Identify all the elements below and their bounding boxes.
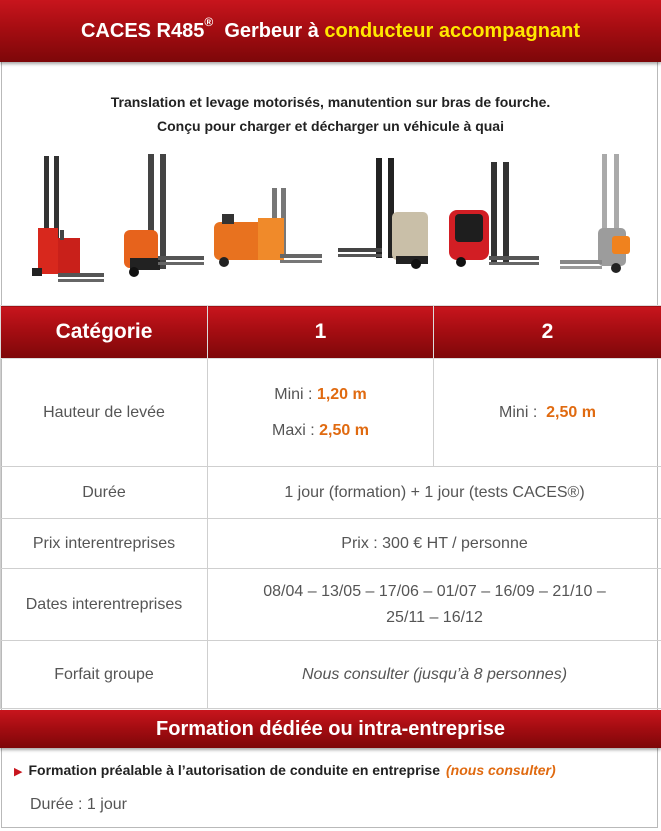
stacker-photos: [18, 148, 643, 298]
header-categorie: Catégorie: [1, 306, 208, 359]
cat1-min-label: Mini :: [274, 385, 313, 403]
stacker-photo-3: [210, 148, 325, 298]
caces-table: [0, 305, 661, 709]
table-row-dates: [1, 569, 661, 641]
table-row-forfait: [1, 641, 661, 709]
stacker-photo-1: [18, 148, 108, 298]
dedicated-note: (nous consulter): [446, 762, 556, 778]
dedicated-banner: Formation dédiée ou intra-entreprise: [0, 710, 661, 748]
dates-value: [208, 569, 661, 641]
dedicated-bullet-text: Formation préalable à l’autorisation de conduite en entreprise: [28, 762, 440, 778]
table-row-hauteur: [1, 359, 661, 467]
table-row-duree: [1, 467, 661, 519]
cat2-min-value: 2,50 m: [546, 403, 596, 421]
cat1-max-label: Maxi :: [272, 421, 315, 439]
table-header-row: [1, 306, 661, 359]
prix-label: Prix interentreprises: [1, 519, 208, 569]
dates-line-1: 08/04 – 13/05 – 17/06 – 01/07 – 16/09 – 21/10 –: [263, 582, 606, 600]
table-row-prix: [1, 519, 661, 569]
title-middle: Gerbeur à: [224, 20, 319, 42]
forfait-value: Nous consulter (jusqu’à 8 personnes): [208, 641, 661, 709]
stacker-photo-5: [443, 148, 543, 298]
registered-mark: ®: [204, 15, 214, 29]
intro-line-2: Conçu pour charger et décharger un véhicule à quai: [157, 118, 504, 134]
dates-label: Dates interentreprises: [1, 569, 208, 641]
hauteur-cat-2: [434, 359, 661, 467]
dedicated-bullet: [14, 762, 556, 778]
stacker-photo-4: [336, 148, 436, 298]
stacker-photo-6: [558, 148, 648, 298]
hauteur-cat-1: [208, 359, 434, 467]
duree-label: Durée: [1, 467, 208, 519]
forfait-label: Forfait groupe: [1, 641, 208, 709]
hauteur-label: Hauteur de levée: [1, 359, 208, 467]
title-banner: [0, 0, 661, 62]
title-prefix: CACES R485: [80, 20, 205, 42]
cat1-min-value: 1,20 m: [316, 385, 367, 403]
header-cat-1: 1: [208, 306, 434, 359]
stacker-photo-2: [116, 148, 206, 298]
title-highlight: conducteur accompagnant: [324, 20, 580, 42]
cat1-max-value: 2,50 m: [319, 421, 369, 439]
dates-line-2: 25/11 – 16/12: [386, 608, 483, 626]
prix-value: Prix : 300 € HT / personne: [208, 519, 661, 569]
header-cat-2: 2: [434, 306, 661, 359]
arrow-right-icon: ▶: [14, 766, 23, 778]
dedicated-duree: Durée : 1 jour: [30, 796, 127, 813]
cat2-min-label: Mini :: [499, 403, 538, 421]
intro-line-1: Translation et levage motorisés, manutention sur bras de fourche.: [110, 94, 551, 110]
duree-value: 1 jour (formation) + 1 jour (tests CACES®): [208, 467, 661, 519]
